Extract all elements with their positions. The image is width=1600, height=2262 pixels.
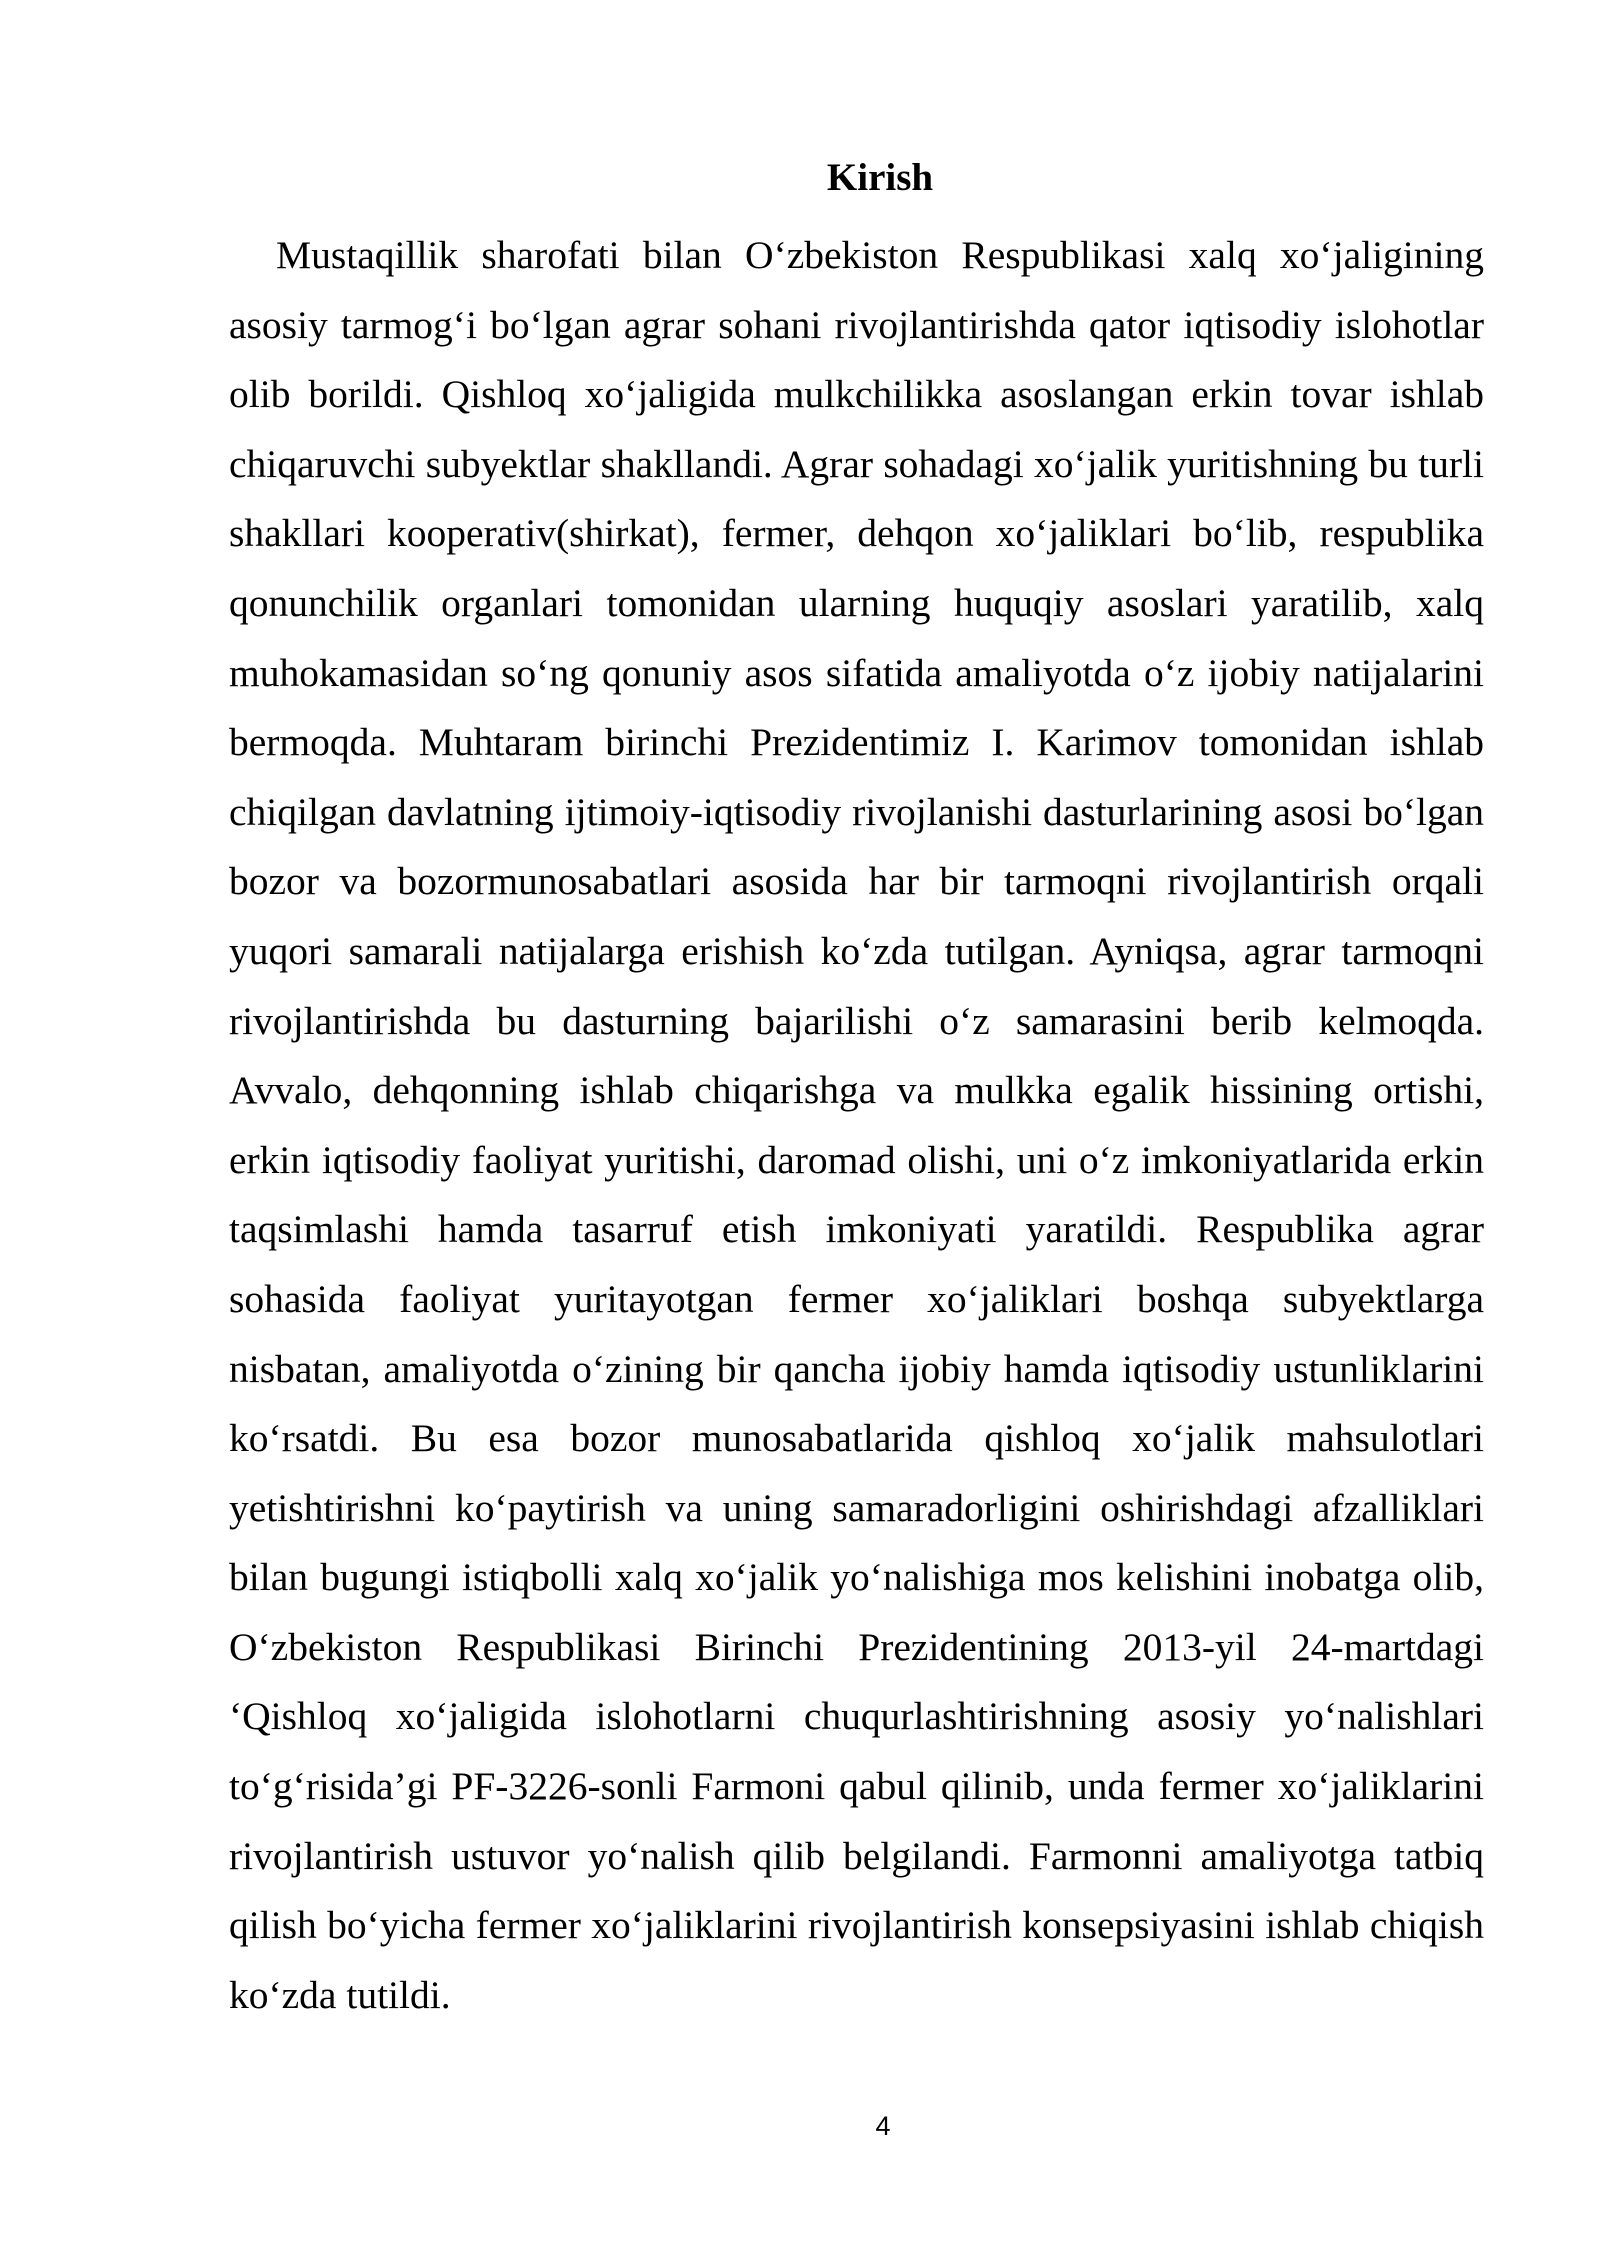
body-paragraph: Mustaqillik sharofati bilan O‘zbekiston Respublikasi xalq xo‘jaligining asosiy tarmog‘i bo‘lgan agrar sohani rivojlantirishda qator iqtisodiy islohotlar olib borildi. Qishloq xo‘jaligida mulkchilikka asoslangan erkin tovar ishlab chiqaruvchi subyektlar shakllandi. Agrar sohadagi xo‘jalik yuritishning bu turli shakllari kooperativ(shirkat), fermer, dehqon xo‘jaliklari bo‘lib, respublika qonunchilik organlari tomonidan ularning huquqiy asoslari yaratilib, xalq muhokamasidan so‘ng qonuniy asos sifatida amaliyotda o‘z ijobiy natijalarini bermoqda. Muhtaram birinchi Prezidentimiz I. Karimov tomonidan ishlab chiqilgan davlatning ijtimoiy-iqtisodiy rivojlanishi dasturlarining asosi bo‘lgan bozor va bozormunosabatlari asosida har bir tarmoqni rivojlantirish orqali yuqori samarali natijalarga erishish ko‘zda tutilgan. Ayniqsa, agrar tarmoqni rivojlantirishda bu dasturning bajarilishi o‘z samarasini berib kelmoqda. Avvalo, dehqonning ishlab chiqarishga va mulkka egalik hissining ortishi, erkin iqtisodiy faoliyat yuritishi, daromad olishi, uni o‘z imkoniyatlarida erkin taqsimlashi hamda tasarruf etish imkoniyati yaratildi. Respublika agrar sohasida faoliyat yuritayotgan fermer xo‘jaliklari boshqa subyektlarga nisbatan, amaliyotda o‘zining bir qancha ijobiy hamda iqtisodiy ustunliklarini ko‘rsatdi. Bu esa bozor munosabatlarida qishloq xo‘jalik mahsulotlari yetishtirishni ko‘paytirish va uning samaradorligini oshirishdagi afzalliklari bilan bugungi istiqbolli xalq xo‘jalik yo‘nalishiga mos kelishini inobatga olib, O‘zbekiston Respublikasi Birinchi Prezidentining 2013-yil 24-martdagi ‘Qishloq xo‘jaligida islohotlarni chuqurlashtirishning asosiy yo‘nalishlari to‘g‘risida’gi PF-3226-sonli Farmoni qabul qilinib, unda fermer xo‘jaliklarini rivojlantirish ustuvor yo‘nalish qilib belgilandi. Farmonni amaliyotga tatbiq qilish bo‘yicha fermer xo‘jaliklarini rivojlantirish konsepsiyasini ishlab chiqish ko‘zda tutildi. [229,233,1484,2017]
page-number: 4 [875,2111,891,2141]
page-title: Kirish [826,156,934,199]
